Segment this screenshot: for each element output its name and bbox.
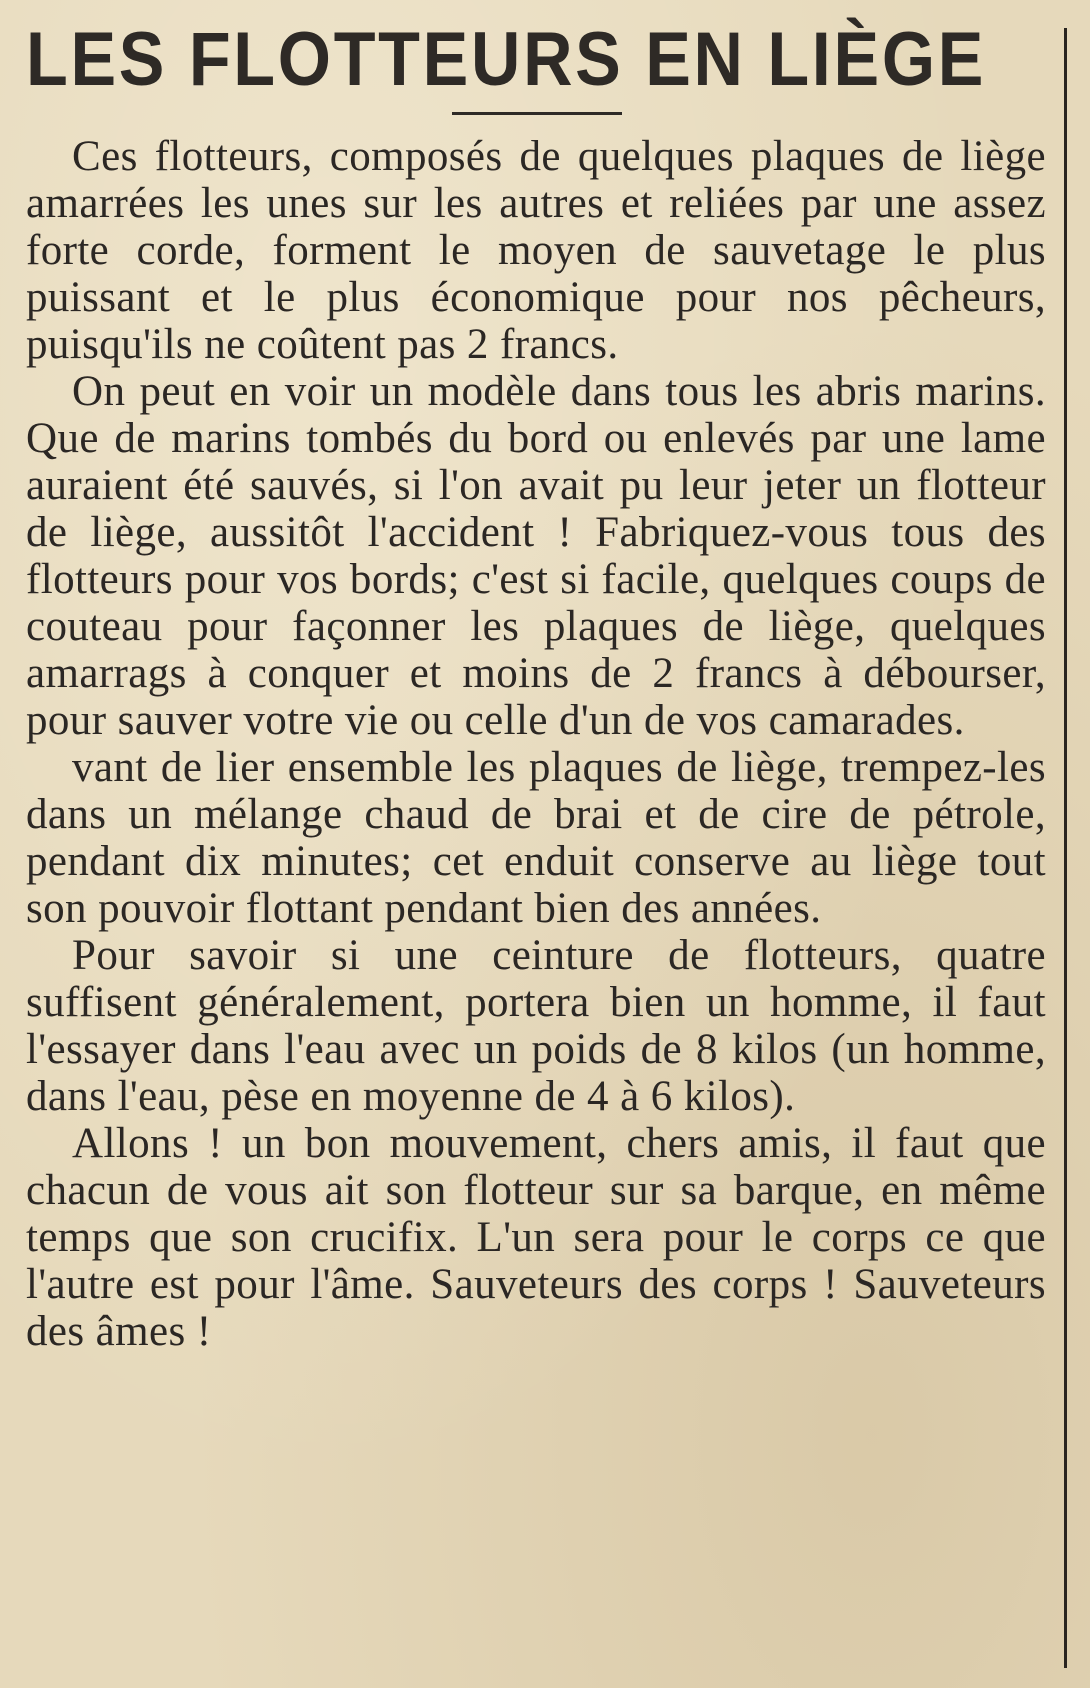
paragraph-1: Ces flotteurs, composés de quelques plaques de liège amarrées les unes sur les autres et reliées par une assez forte corde, forment le moyen de sauvetage le plus puissant et le plus économique pour nos pêcheurs, puisqu'ils ne coûtent pas 2 francs. [26, 133, 1046, 368]
column-divider-rule [1064, 28, 1067, 1668]
title-underline [452, 112, 622, 115]
paragraph-2: On peut en voir un modèle dans tous les abris marins. Que de marins tombés du bord ou enlevés par une lame auraient été sauvés, si l'on avait pu leur jeter un flotteur de liège, aussitôt l'accident ! Fabriquez-vous tous des flotteurs pour vos bords; c'est si facile, quelques coups de couteau pour façonner les plaques de liège, quelques amarrags à conquer et moins de 2 francs à débourser, pour sauver votre vie ou celle d'un de vos camarades. [26, 368, 1046, 744]
paragraph-3: vant de lier ensemble les plaques de liège, trempez-les dans un mélange chaud de brai et de cire de pétrole, pendant dix minutes; cet enduit conserve au liège tout son pouvoir flottant pendant bien des années. [26, 744, 1046, 932]
article-title: LES FLOTTEURS EN LIÈGE [26, 17, 987, 102]
article-body [26, 133, 1046, 1355]
article [26, 10, 1046, 1355]
paragraph-4: Pour savoir si une ceinture de flotteurs, quatre suffisent généralement, portera bien un homme, il faut l'essayer dans l'eau avec un poids de 8 kilos (un homme, dans l'eau, pèse en moyenne de 4 à 6 kilos). [26, 932, 1046, 1120]
paragraph-5: Allons ! un bon mouvement, chers amis, il faut que chacun de vous ait son flotteur sur sa barque, en même temps que son crucifix. L'un sera pour le corps ce que l'autre est pour l'âme. Sauveteurs des corps ! Sauveteurs des âmes ! [26, 1120, 1046, 1355]
